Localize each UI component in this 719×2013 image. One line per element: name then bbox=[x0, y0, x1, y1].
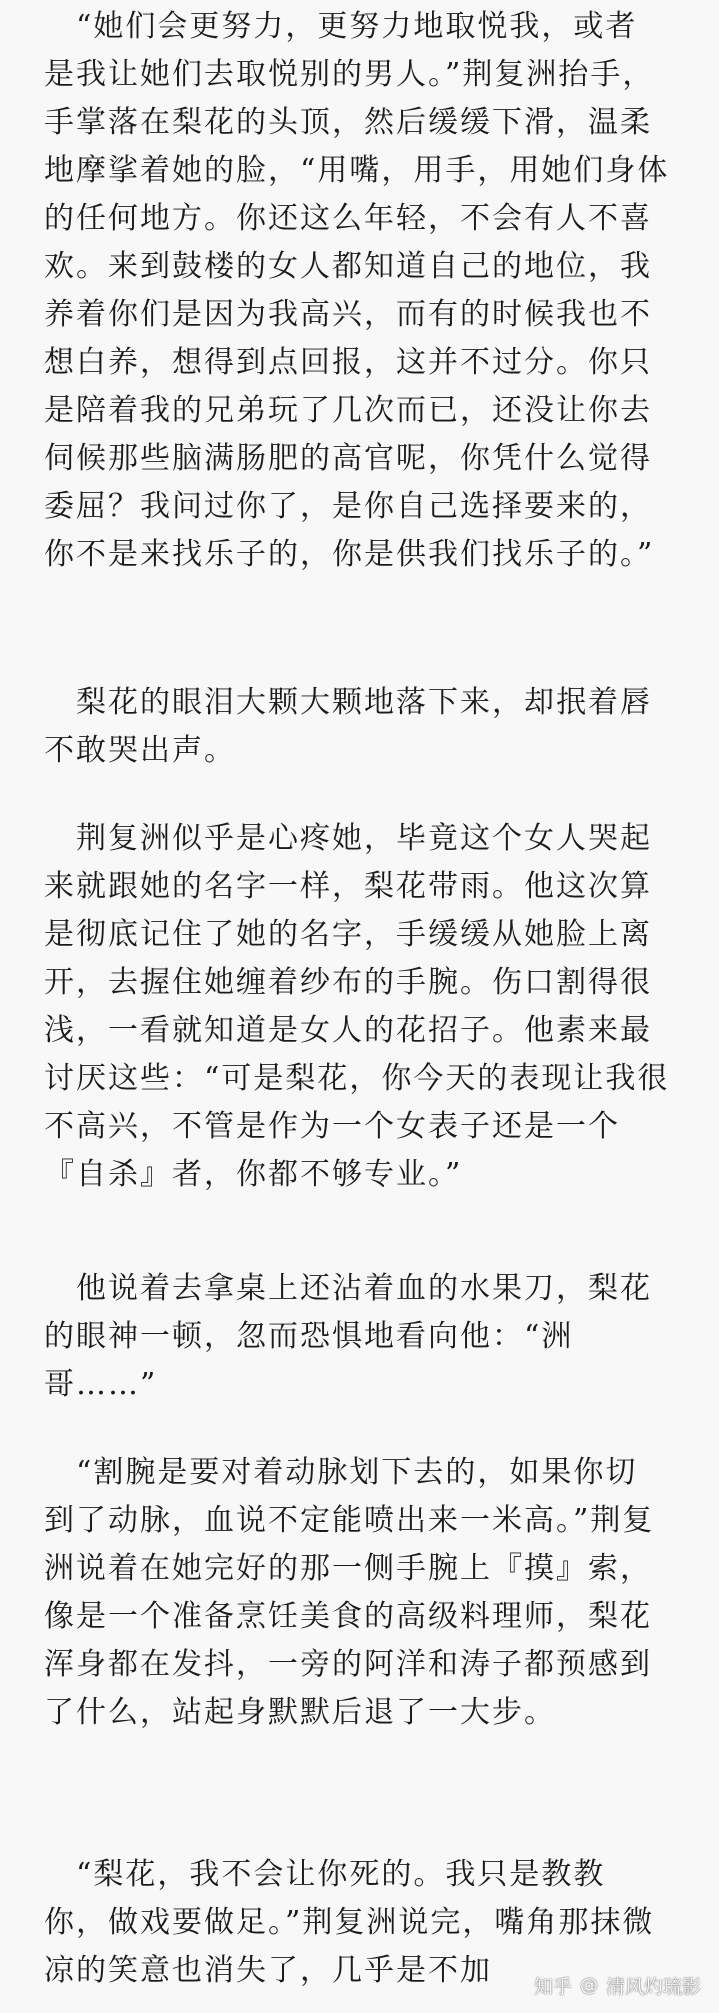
text-line: 不敢哭出声。 bbox=[44, 733, 236, 768]
text-line: 到了动脉，血说不定能喷出来一米高。”荆复 bbox=[44, 1503, 655, 1538]
text-line: 浅，一看就知道是女人的花招子。他素来最 bbox=[44, 1013, 652, 1048]
watermark-author: 清风灼琉影 bbox=[605, 1975, 701, 1998]
text-line: 是彻底记住了她的名字，手缓缓从她脸上离 bbox=[44, 917, 652, 952]
watermark-at: @ bbox=[579, 1974, 598, 1996]
watermark bbox=[534, 1967, 701, 2003]
text-line: 的眼神一顿，忽而恐惧地看向他：“洲 bbox=[44, 1319, 574, 1354]
text-line: 手掌落在梨花的头顶，然后缓缓下滑，温柔 bbox=[44, 105, 652, 140]
text-line: “割腕是要对着动脉划下去的，如果你切 bbox=[44, 1455, 638, 1490]
text-line: 委屈？我问过你了，是你自己选择要来的， bbox=[44, 489, 652, 524]
text-line: 你，做戏要做足。”荆复洲说完，嘴角那抹微 bbox=[44, 1905, 655, 1940]
paragraph bbox=[44, 1449, 684, 1737]
text-line: 了什么，站起身默默后退了一大步。 bbox=[44, 1695, 556, 1730]
text-line: 想白养，想得到点回报，这并不过分。你只 bbox=[44, 345, 652, 380]
text-line: 伺候那些脑满肠肥的高官呢，你凭什么觉得 bbox=[44, 441, 652, 476]
text-line: 是陪着我的兄弟玩了几次而已，还没让你去 bbox=[44, 393, 652, 428]
text-line: 浑身都在发抖，一旁的阿洋和涛子都预感到 bbox=[44, 1647, 652, 1682]
text-line: 地摩挲着她的脸，“用嘴，用手，用她们身体 bbox=[44, 153, 670, 188]
watermark-site: 知乎 bbox=[533, 1975, 572, 1998]
text-line: “梨花，我不会让你死的。我只是教教 bbox=[44, 1857, 606, 1892]
text-line: 你不是来找乐子的，你是供我们找乐子的。” bbox=[44, 537, 655, 572]
text-line: 他说着去拿桌上还沾着血的水果刀，梨花 bbox=[44, 1271, 652, 1306]
text-line: 开，去握住她缠着纱布的手腕。伤口割得很 bbox=[44, 965, 652, 1000]
text-line: 讨厌这些：“可是梨花，你今天的表现让我很 bbox=[44, 1061, 670, 1096]
paragraph bbox=[44, 3, 684, 579]
paragraph bbox=[44, 679, 684, 775]
text-line: 是我让她们去取悦别的男人。”荆复洲抬手， bbox=[44, 57, 655, 92]
text-line: 洲说着在她完好的那一侧手腕上『摸』索， bbox=[44, 1551, 652, 1586]
text-line: 养着你们是因为我高兴，而有的时候我也不 bbox=[44, 297, 652, 332]
text-line: 的任何地方。你还这么年轻，不会有人不喜 bbox=[44, 201, 652, 236]
text-line: “她们会更努力，更努力地取悦我，或者 bbox=[44, 9, 638, 44]
text-line: 凉的笑意也消失了，几乎是不加 bbox=[44, 1953, 492, 1988]
text-line: 欢。来到鼓楼的女人都知道自己的地位，我 bbox=[44, 249, 652, 284]
text-line: 『自杀』者，你都不够专业。” bbox=[44, 1157, 463, 1192]
text-line: 不高兴，不管是作为一个女表子还是一个 bbox=[44, 1109, 620, 1144]
paragraph bbox=[44, 1265, 684, 1409]
paragraph bbox=[44, 815, 684, 1199]
text-line: 像是一个准备烹饪美食的高级料理师，梨花 bbox=[44, 1599, 652, 1634]
text-line: 来就跟她的名字一样，梨花带雨。他这次算 bbox=[44, 869, 652, 904]
text-line: 哥……” bbox=[44, 1367, 158, 1402]
text-line: 荆复洲似乎是心疼她，毕竟这个女人哭起 bbox=[44, 821, 652, 856]
text-line: 梨花的眼泪大颗大颗地落下来，却抿着唇 bbox=[44, 685, 652, 720]
